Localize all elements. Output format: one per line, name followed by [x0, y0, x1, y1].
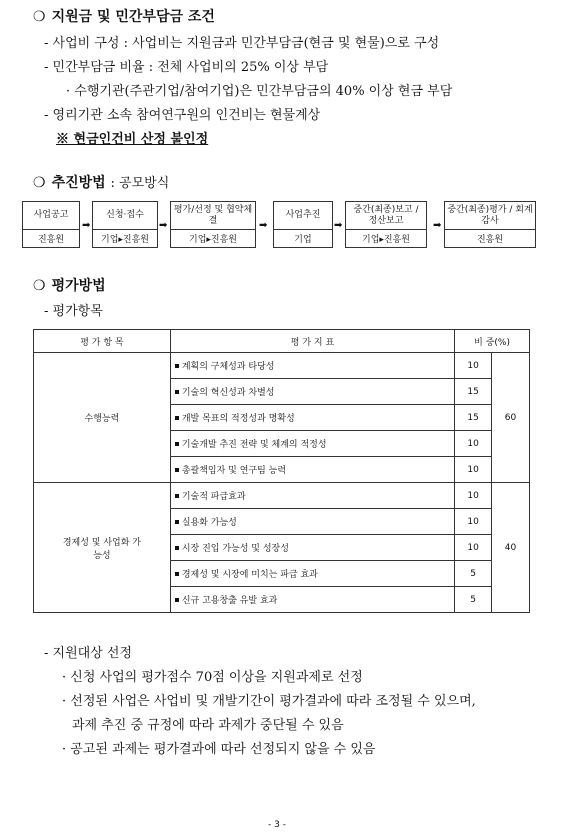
weight-cell: 10: [455, 509, 492, 535]
funding-line-3: · 수행기관(주관기업/참여기업)은 민간부담금의 40% 이상 현금 부담: [66, 84, 453, 99]
process-step: [444, 201, 536, 248]
step-title: 사업공고: [23, 202, 79, 230]
weight-cell: 5: [455, 587, 492, 613]
selection-line-3: · 공고된 과제는 평가결과에 따라 선정되지 않을 수 있음: [62, 742, 376, 757]
selection-heading: - 지원대상 선정: [44, 646, 133, 661]
square-bullet-icon: [175, 520, 179, 524]
indicator-text: 경제성 및 시장에 미치는 파급 효과: [181, 570, 318, 580]
section-heading-evaluation: [33, 275, 106, 295]
indicator-cell: [170, 431, 454, 457]
step-actor: 기업▸진흥원: [362, 235, 410, 245]
step-title: 신청·접수: [93, 202, 157, 230]
funding-line-1: - 사업비 구성 : 사업비는 지원금과 민간부담금(현금 및 현물)으로 구성: [44, 36, 440, 51]
indicator-cell: [170, 509, 454, 535]
step-actor: 기업▸진흥원: [189, 235, 237, 245]
indicator-text: 기술의 혁신성과 차별성: [181, 388, 275, 398]
total-cell: 40: [492, 483, 530, 613]
total-cell: 60: [492, 353, 530, 483]
heading-suffix: : 공모방식: [110, 176, 170, 191]
heading-text: 추진방법: [51, 175, 106, 191]
indicator-text: 기술개발 추진 전략 및 체계의 적정성: [181, 440, 327, 450]
square-bullet-icon: [175, 416, 179, 420]
selection-line-2b: 과제 추진 중 규정에 따라 과제가 중단될 수 있음: [72, 718, 344, 733]
weight-cell: 15: [455, 405, 492, 431]
weight-cell: 5: [455, 561, 492, 587]
process-step: [92, 201, 158, 248]
table-row: [34, 353, 530, 379]
heading-text: 평가방법: [51, 278, 106, 294]
header-weight: 비 중(%): [455, 330, 530, 353]
indicator-cell: [170, 353, 454, 379]
category-text: 경제성 및 사업화 가능성: [62, 537, 141, 561]
header-indicator: 평 가 지 표: [170, 330, 454, 353]
weight-cell: 15: [455, 379, 492, 405]
indicator-text: 시장 진입 가능성 및 성장성: [181, 544, 289, 554]
step-actor: 기업▸진흥원: [101, 235, 149, 245]
selection-line-2a: · 선정된 사업은 사업비 및 개발기간이 평가결과에 따라 조정될 수 있으며,: [62, 694, 476, 709]
square-bullet-icon: [175, 572, 179, 576]
table-row: [34, 483, 530, 509]
step-title: 중간(최종)평가 / 회계감사: [445, 202, 535, 230]
step-actor: 진흥원: [476, 235, 504, 245]
heading-text: 지원금 및 민간부담금 조건: [51, 9, 215, 25]
funding-line-4: - 영리기관 소속 참여연구원의 인건비는 현물계상: [44, 108, 321, 123]
indicator-text: 신규 고용창출 유발 효과: [181, 596, 278, 606]
funding-note: ※ 현금인건비 산정 불인정: [56, 132, 209, 147]
indicator-text: 개발 목표의 적정성과 명확성: [181, 414, 295, 424]
step-title: 사업추진: [274, 202, 332, 230]
indicator-cell: [170, 483, 454, 509]
indicator-text: 계획의 구체성과 타당성: [181, 362, 275, 372]
indicator-cell: [170, 561, 454, 587]
indicator-cell: [170, 587, 454, 613]
square-bullet-icon: [175, 546, 179, 550]
circle-bullet-icon: ❍: [33, 175, 46, 191]
indicator-cell: [170, 535, 454, 561]
table-header-row: [34, 330, 530, 353]
section-heading-funding: [33, 6, 215, 26]
right-arrow-icon: ➡: [82, 220, 91, 231]
weight-cell: 10: [455, 457, 492, 483]
process-step: [170, 201, 256, 248]
section-heading-method: [33, 172, 169, 192]
right-arrow-icon: ➡: [433, 220, 442, 231]
square-bullet-icon: [175, 442, 179, 446]
page-number: - 3 -: [268, 820, 286, 830]
step-actor: 진흥원: [37, 235, 65, 245]
evaluation-table: [33, 329, 530, 613]
weight-cell: 10: [455, 483, 492, 509]
step-actor: 기업: [294, 235, 312, 245]
process-step: [345, 201, 427, 248]
indicator-text: 실용화 가능성: [181, 518, 237, 528]
weight-cell: 10: [455, 431, 492, 457]
weight-cell: 10: [455, 353, 492, 379]
right-arrow-icon: ➡: [159, 220, 168, 231]
category-cell: 수행능력: [34, 353, 171, 483]
funding-line-2: - 민간부담금 비율 : 전체 사업비의 25% 이상 부담: [44, 60, 329, 75]
indicator-text: 총괄책임자 및 연구팀 능력: [181, 466, 287, 476]
square-bullet-icon: [175, 598, 179, 602]
square-bullet-icon: [175, 494, 179, 498]
evaluation-subheading: - 평가항목: [44, 304, 103, 319]
indicator-text: 기술적 파급효과: [181, 492, 246, 502]
process-step: [273, 201, 333, 248]
category-cell: [34, 483, 171, 613]
circle-bullet-icon: ❍: [33, 9, 46, 25]
right-arrow-icon: ➡: [334, 220, 343, 231]
weight-cell: 10: [455, 535, 492, 561]
circle-bullet-icon: ❍: [33, 278, 46, 294]
indicator-cell: [170, 405, 454, 431]
header-category: 평 가 항 목: [34, 330, 171, 353]
square-bullet-icon: [175, 468, 179, 472]
step-title: 중간(최종)보고 / 정산보고: [346, 202, 426, 230]
selection-line-1: · 신청 사업의 평가점수 70점 이상을 지원과제로 선정: [62, 670, 363, 685]
right-arrow-icon: ➡: [259, 220, 268, 231]
square-bullet-icon: [175, 390, 179, 394]
step-title: 평가/선정 및 협약체결: [171, 202, 255, 230]
process-step: [22, 201, 80, 248]
square-bullet-icon: [175, 364, 179, 368]
indicator-cell: [170, 457, 454, 483]
indicator-cell: [170, 379, 454, 405]
